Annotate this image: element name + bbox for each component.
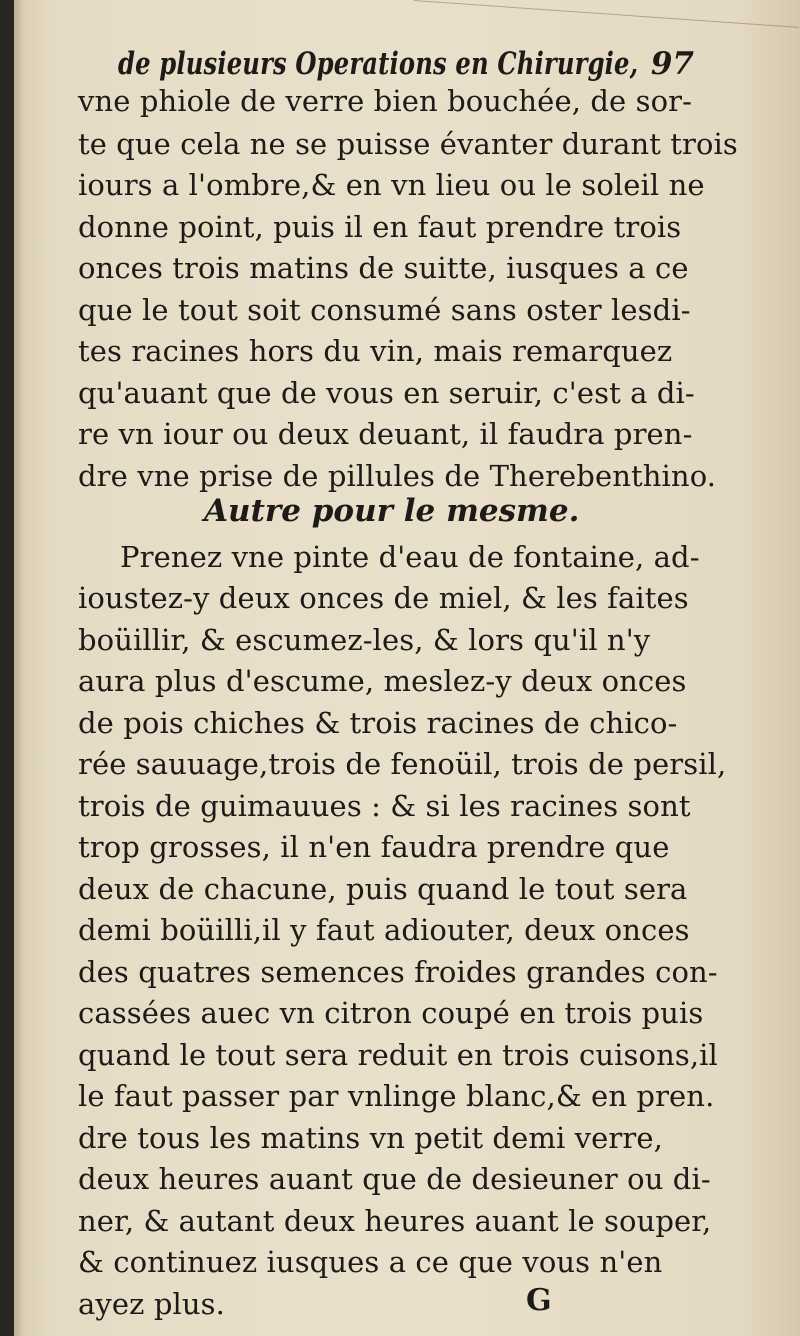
running-head-title: de plusieurs Operations en Chirurgie, — [118, 46, 639, 82]
text-line: te que cela ne se puisse évanter durant trois — [78, 127, 738, 161]
text-line: dre tous les matins vn petit demi verre, — [78, 1121, 663, 1155]
text-line: ayez plus. — [78, 1287, 225, 1321]
text-line: quand le tout sera reduit en trois cuisons,il — [78, 1038, 718, 1072]
text-line: aura plus d'escume, meslez-y deux onces — [78, 664, 687, 698]
text-line: trop grosses, il n'en faudra prendre que — [78, 830, 670, 864]
page-edge-line — [414, 0, 799, 28]
text-line: onces trois matins de suitte, iusques a ce — [78, 251, 689, 285]
text-line: boüillir, & escumez-les, & lors qu'il n'y — [78, 623, 651, 657]
text-line: le faut passer par vnlinge blanc,& en pren. — [78, 1079, 715, 1113]
text-line: deux de chacune, puis quand le tout sera — [78, 872, 688, 906]
text-line: demi boüilli,il y faut adiouter, deux onces — [78, 913, 690, 947]
text-line: des quatres semences froides grandes con- — [78, 955, 718, 989]
page-number: 97 — [650, 46, 694, 82]
text-line: vne phiole de verre bien bouchée, de sor- — [78, 84, 692, 118]
text-line: rée sauuage,trois de fenoüil, trois de persil, — [78, 747, 727, 781]
text-line: donne point, puis il en faut prendre trois — [78, 210, 682, 244]
text-line: dre vne prise de pillules de Therebenthino. — [78, 459, 717, 493]
text-line: deux heures auant que de desieuner ou di- — [78, 1162, 711, 1196]
text-line: re vn iour ou deux deuant, il faudra pren- — [78, 417, 693, 451]
text-line: ioustez-y deux onces de miel, & les faites — [78, 581, 689, 615]
text-line: que le tout soit consumé sans oster lesdi- — [78, 293, 691, 327]
text-line: ner, & autant deux heures auant le souper, — [78, 1204, 712, 1238]
text-line: cassées auec vn citron coupé en trois puis — [78, 996, 704, 1030]
text-line: qu'auant que de vous en seruir, c'est a di- — [78, 376, 695, 410]
text-line: tes racines hors du vin, mais remarquez — [78, 334, 673, 368]
signature-mark: G — [526, 1283, 552, 1318]
book-page — [14, 0, 800, 1336]
text-line: de pois chiches & trois racines de chico- — [78, 706, 678, 740]
text-line: trois de guimauues : & si les racines sont — [78, 789, 691, 823]
text-line: & continuez iusques a ce que vous n'en — [78, 1245, 663, 1279]
text-line: iours a l'ombre,& en vn lieu ou le soleil ne — [78, 168, 705, 202]
text-line: Prenez vne pinte d'eau de fontaine, ad- — [120, 540, 700, 574]
section-heading: Autre pour le mesme. — [204, 493, 580, 529]
